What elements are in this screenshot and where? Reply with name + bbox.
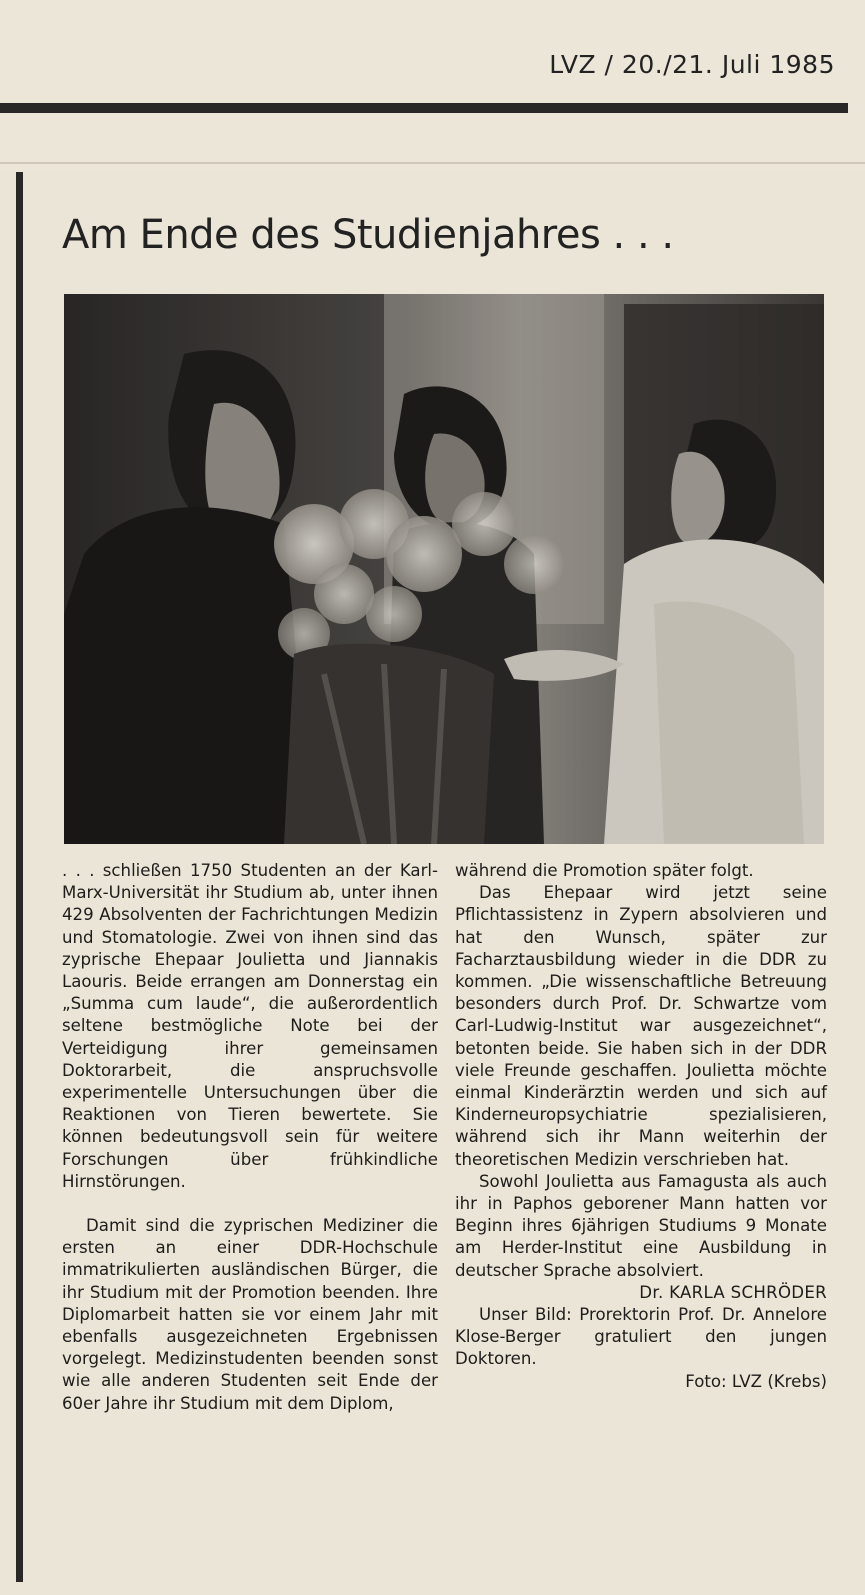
previous-clipping-strip [0, 0, 865, 170]
article-paragraph: Damit sind die zyprischen Mediziner die ersten an einer DDR-Hochschule immatrikulierten ausländischen Bürger, die ihr Studium mit der Promotion beenden. Ihre Diplomarbeit hatten sie vor einem Jahr mit ebenfalls ausgezeichneten Ergebnissen vorgelegt. Medizinstudenten beenden sonst wie alle anderen Studenten seit Ende der 60er Jahre ihr Studium mit dem Diplom, [62, 1216, 438, 1413]
article-paragraph: . . . schließen 1750 Studenten an der Karl-Marx-Universität ihr Studium ab, unter ihnen 429 Absolventen der Fachrichtungen Medizin und Stomatologie. Zwei von ihnen sind das zyprische Ehepaar Joulietta und Jiannakis Laouris. Beide errangen am Donnerstag ein „Summa cum laude“, die außerordentlich seltene bestmögliche Note bei der Verteidigung ihrer gemeinsamen Doktorarbeit, die anspruchsvolle experimentelle Untersuchungen über die Reaktionen von Tieren bewertete. Sie können bedeutungsvoll sein für weitere Forschungen über frühkindliche Hirnstörungen. [62, 861, 438, 1191]
article-paragraph: Sowohl Joulietta aus Famagusta als auch ihr in Paphos geborener Mann hatten vor Beginn ihres 6jährigen Studiums 9 Monate am Herder-Institut eine Ausbildung in deutscher Sprache absolviert. [455, 1171, 827, 1280]
photo-credit: Foto: LVZ (Krebs) [685, 1371, 827, 1391]
article-paragraph: Das Ehepaar wird jetzt seine Pflichtassistenz in Zypern absolvieren und hat den Wunsch, später zur Facharztausbildung wieder in die DDR zu kommen. „Die wissenschaftliche Betreuung besonders durch Prof. Dr. Schwartze vom Carl-Ludwig-Institut war ausgezeichnet“, betonten beide. Sie haben sich in der DDR viele Freunde geschaffen. Joulietta möchte einmal Kinderärztin werden und sich auf Kinderneuropsychiatrie spezialisieren, während sich ihr Mann weiterhin der theoretischen Medizin verschrieben hat. [455, 883, 827, 1169]
article-paragraph: während die Promotion später folgt. [455, 861, 754, 880]
photo-caption: Unser Bild: Prorektorin Prof. Dr. Annelore Klose-Berger gratuliert den jungen Doktoren. [455, 1305, 827, 1369]
article-headline: Am Ende des Studienjahres . . . [62, 212, 674, 258]
clipping-edge [0, 162, 865, 164]
left-rule [16, 172, 23, 1582]
masthead-date: LVZ / 20./21. Juli 1985 [549, 50, 835, 79]
article-column-left [62, 860, 438, 1415]
top-rule [0, 103, 848, 113]
article-photo [64, 294, 824, 844]
article-author: Dr. KARLA SCHRÖDER [639, 1282, 827, 1302]
article-column-right [455, 860, 827, 1393]
